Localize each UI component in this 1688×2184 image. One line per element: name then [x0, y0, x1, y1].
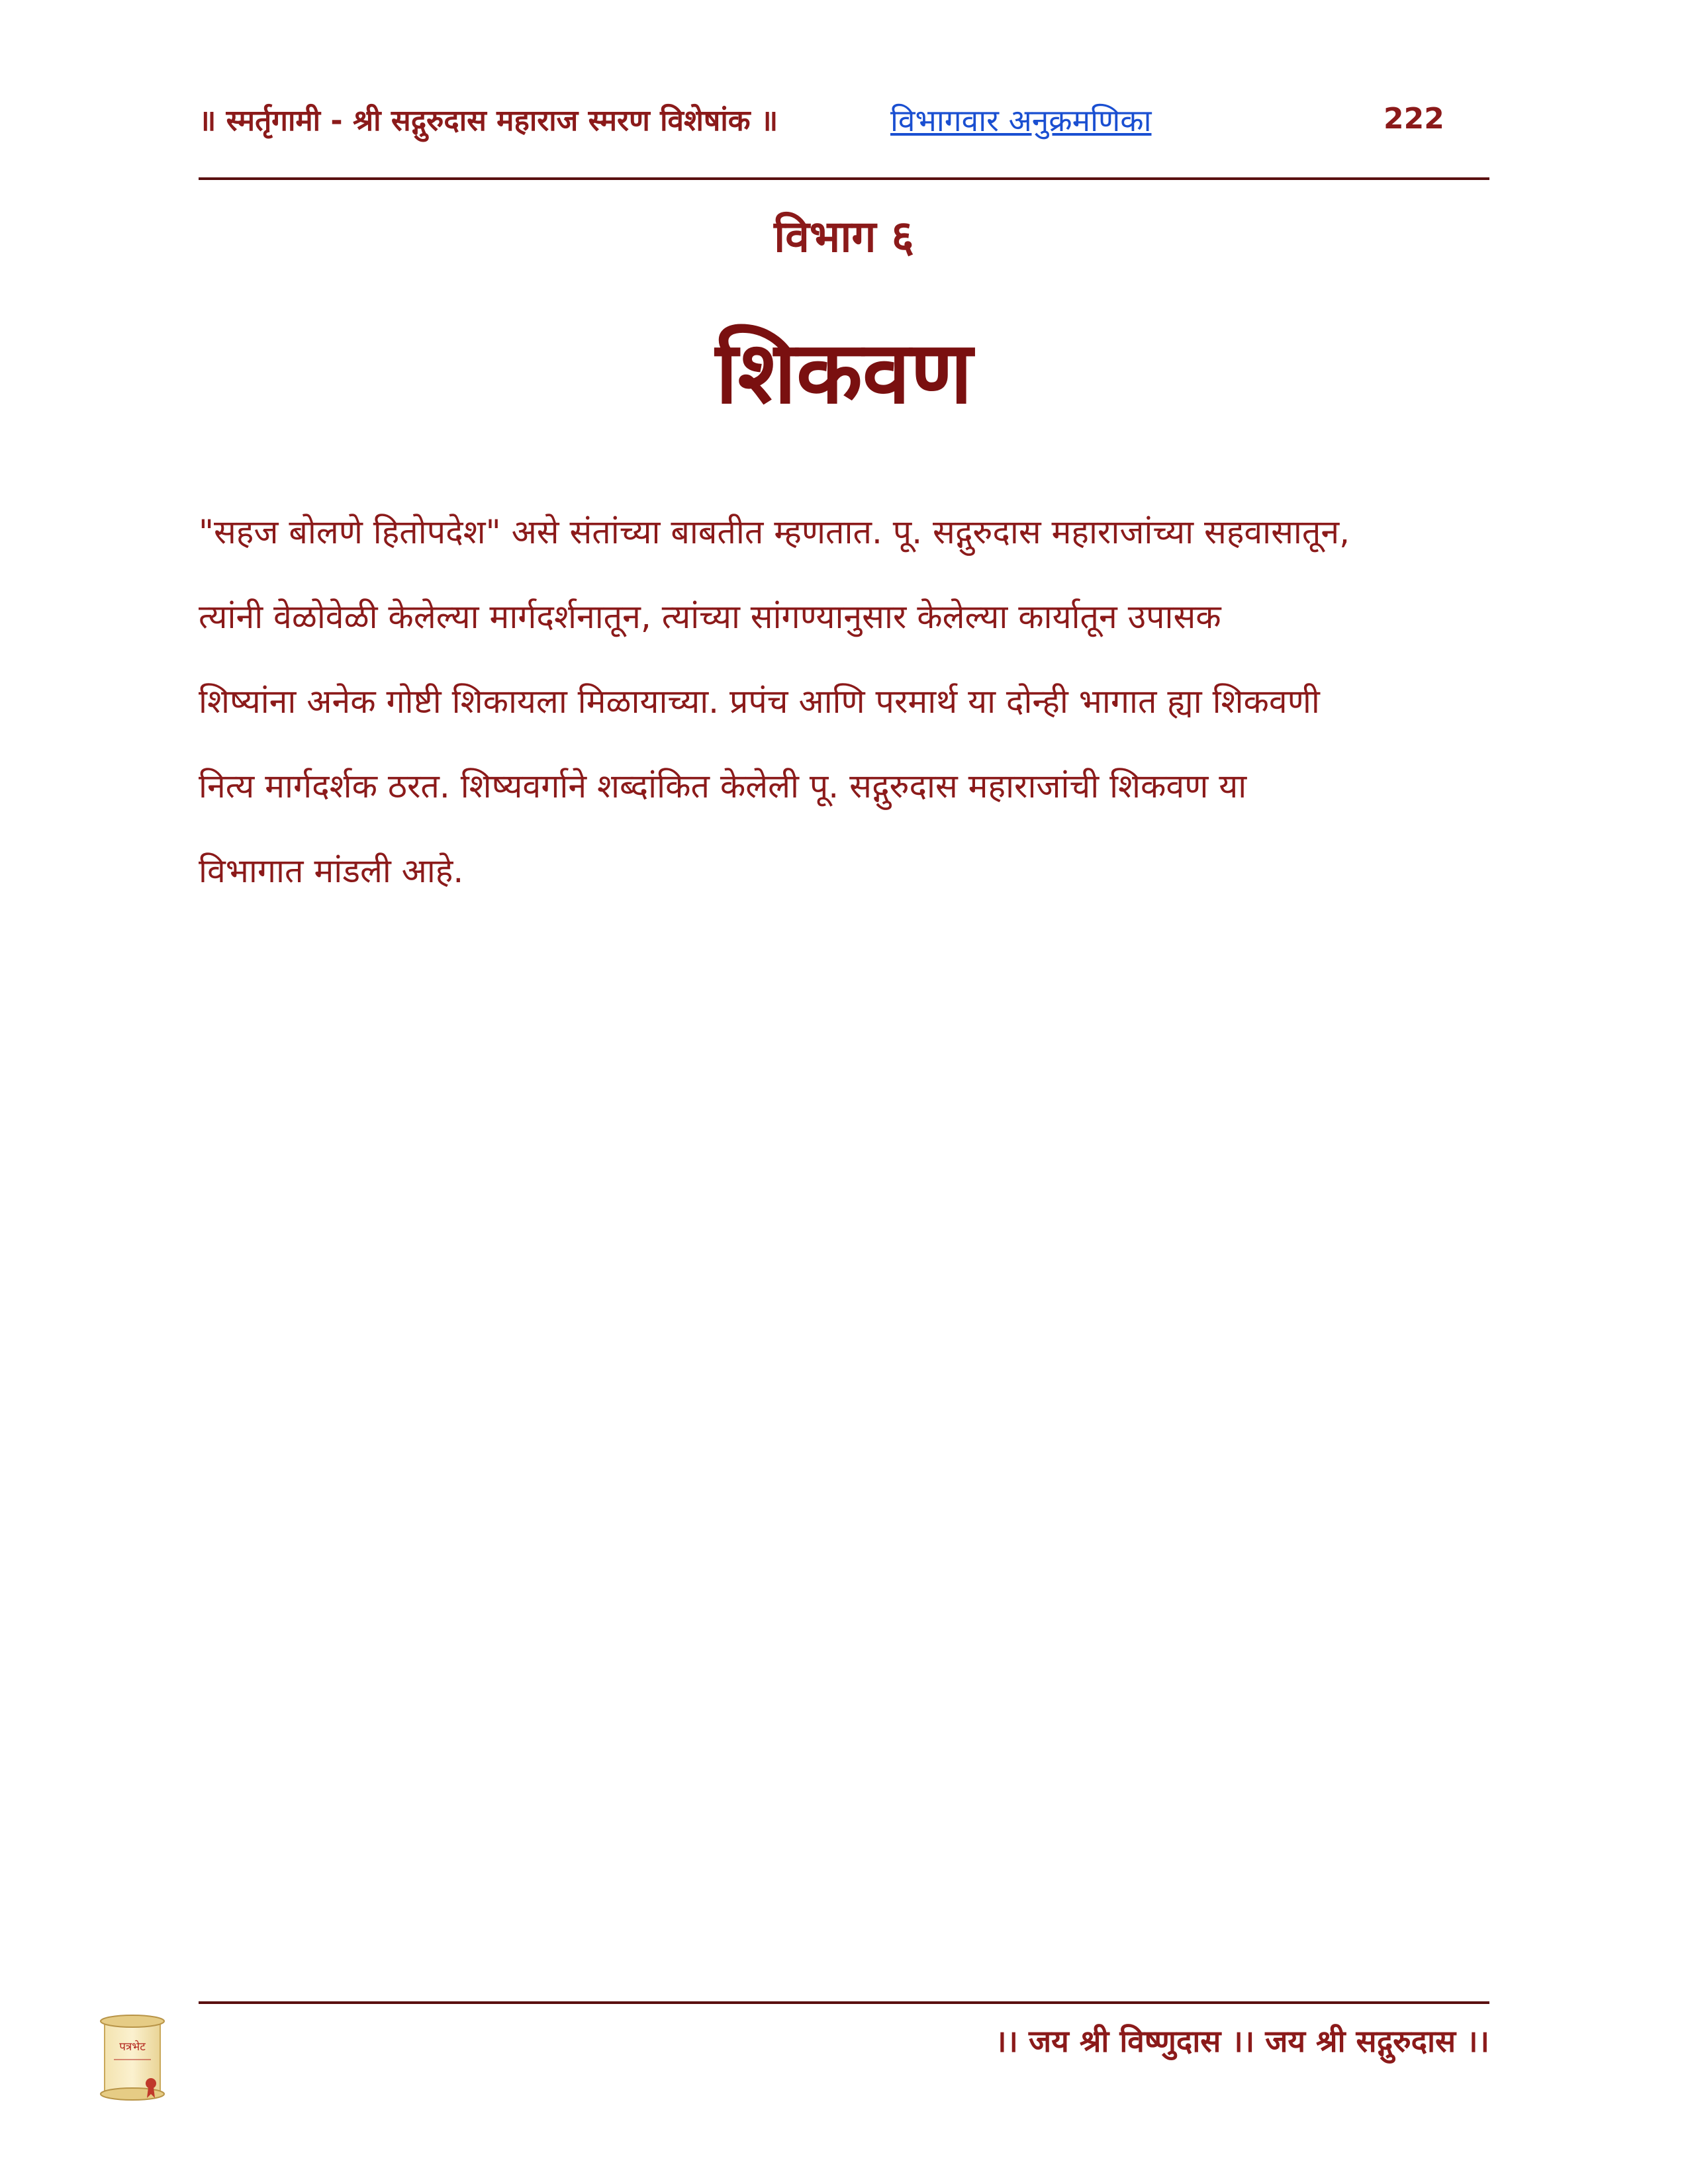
body-line: नित्य मार्गदर्शक ठरत. शिष्यवर्गाने शब्दांकित केलेली पू. सद्गुरुदास महाराजांची शिकवण या: [199, 767, 1247, 805]
page-header: [199, 99, 1489, 152]
section-label: विभाग ६: [774, 211, 914, 262]
header-divider: [199, 177, 1489, 180]
body-line: शिष्यांना अनेक गोष्टी शिकायला मिळायाच्या. प्रपंच आणि परमार्थ या दोन्ही भागात ह्या शिकवणी: [199, 682, 1320, 721]
footer-text: ।। जय श्री विष्णुदास ।। जय श्री सद्गुरुदास ।।: [995, 2023, 1489, 2059]
body-line: "सहज बोलणे हितोपदेश" असे संतांच्या बाबतीत म्हणतात. पू. सद्गुरुदास महाराजांच्या सहवासातून,: [199, 513, 1350, 551]
body-paragraph: [199, 490, 1489, 913]
page-number: 222: [1383, 102, 1444, 136]
footer-divider: [199, 2001, 1489, 2004]
header-title: ॥ स्मर्तृगामी - श्री सद्गुरुदास महाराज स्मरण विशेषांक ॥: [199, 104, 778, 138]
scroll-icon: [93, 2012, 172, 2105]
section-title: शिकवण: [715, 322, 973, 423]
body-line: त्यांनी वेळोवेळी केलेल्या मार्गदर्शनातून, त्यांच्या सांगण्यानुसार केलेल्या कार्यातून उपासक: [199, 598, 1221, 636]
body-line: विभागात मांडली आहे.: [199, 852, 464, 890]
logo-text: पत्रभेट: [119, 2040, 146, 2054]
index-link[interactable]: विभागवार अनुक्रमणिका: [890, 103, 1152, 138]
